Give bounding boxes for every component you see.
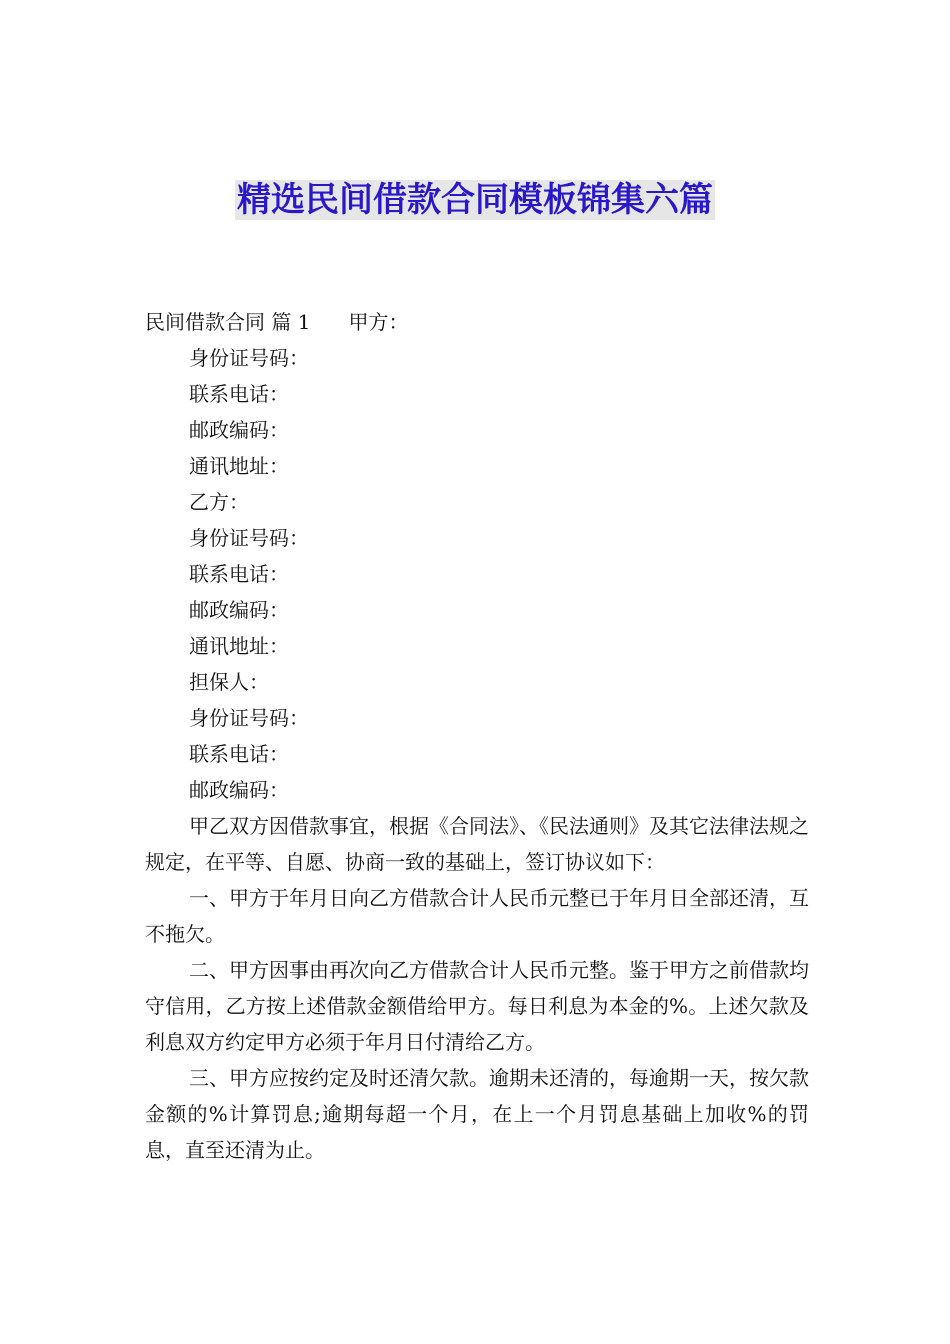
- paragraph-clause-3: 三、甲方应按约定及时还清欠款。逾期未还清的，每逾期一天，按欠款金额的%计算罚息;逾期每超一个月，在上一个月罚息基础上加收%的罚息，直至还清为止。: [145, 1066, 809, 1162]
- party-b-label: 乙方：: [189, 490, 249, 514]
- guarantor-id-field: 身份证号码：: [189, 706, 309, 730]
- document-title: [0, 176, 950, 224]
- party-b-address-field: 通讯地址：: [189, 634, 289, 658]
- party-a-address-field: 通讯地址：: [189, 454, 289, 478]
- party-a-label: 甲方：: [348, 310, 409, 334]
- section-heading: 民间借款合同 篇 1: [145, 310, 311, 334]
- guarantor-label: 担保人：: [189, 670, 269, 694]
- party-a-phone-field: 联系电话：: [189, 382, 289, 406]
- party-b-postcode-field: 邮政编码：: [189, 598, 289, 622]
- guarantor-postcode-field: 邮政编码：: [189, 778, 289, 802]
- party-a-id-field: 身份证号码：: [189, 346, 309, 370]
- document-title-text: 精选民间借款合同模板锦集六篇: [237, 180, 713, 220]
- paragraph-preamble: 甲乙双方因借款事宜，根据《合同法》、《民法通则》及其它法律法规之规定，在平等、自愿、协商一致的基础上，签订协议如下：: [145, 814, 809, 874]
- document-body: [145, 304, 809, 1168]
- section-heading-line: [145, 304, 809, 340]
- party-a-postcode-field: 邮政编码：: [189, 418, 289, 442]
- paragraph-clause-2: 二、甲方因事由再次向乙方借款合计人民币元整。鉴于甲方之前借款均守信用，乙方按上述借款金额借给甲方。每日利息为本金的%。上述欠款及利息双方约定甲方必须于年月日付清给乙方。: [145, 958, 809, 1054]
- party-b-id-field: 身份证号码：: [189, 526, 309, 550]
- paragraph-clause-1: 一、甲方于年月日向乙方借款合计人民币元整已于年月日全部还清，互不拖欠。: [145, 886, 809, 946]
- guarantor-phone-field: 联系电话：: [189, 742, 289, 766]
- party-b-phone-field: 联系电话：: [189, 562, 289, 586]
